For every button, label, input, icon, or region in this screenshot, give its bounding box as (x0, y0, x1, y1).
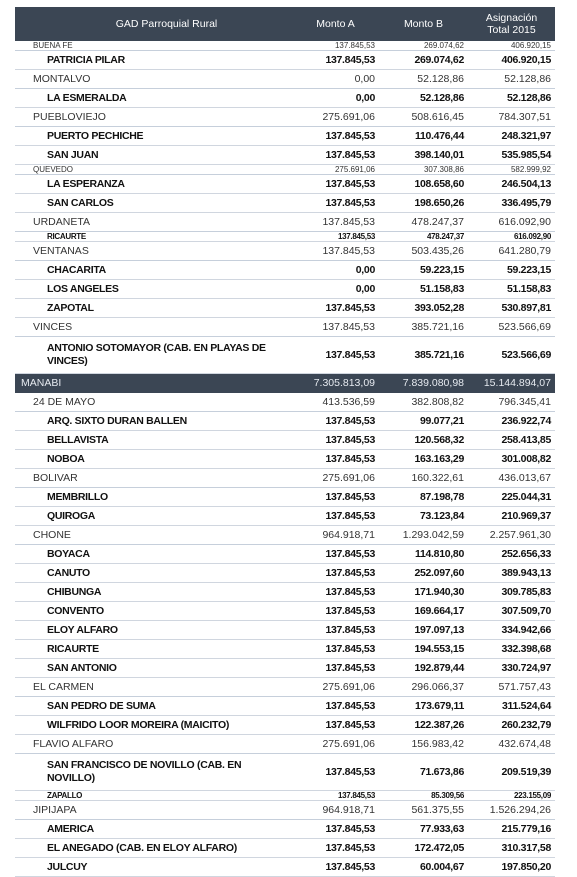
cell-monto-a: 413.536,59 (292, 393, 379, 412)
cell-monto-a: 137.845,53 (292, 716, 379, 735)
cell-monto-a: 964.918,71 (292, 801, 379, 820)
cell-monto-a: 137.845,53 (292, 545, 379, 564)
cell-monto-a: 137.845,53 (292, 450, 379, 469)
cell-monto-b: 156.983,42 (379, 735, 468, 754)
header-gad-parroquial: GAD Parroquial Rural (15, 7, 292, 41)
parroquia-row (15, 299, 555, 318)
cell-name: VINCES (15, 318, 292, 337)
cell-total: 641.280,79 (468, 242, 555, 261)
canton-row (15, 213, 555, 232)
cell-total: 336.495,79 (468, 194, 555, 213)
header-total-2015 (468, 7, 555, 41)
cell-name: NOBOA (15, 450, 292, 469)
cell-total: 571.757,43 (468, 678, 555, 697)
header-monto-b: Monto B (379, 7, 468, 41)
parroquia-row (15, 697, 555, 716)
cell-name: WILFRIDO LOOR MOREIRA (MAICITO) (15, 716, 292, 735)
cell-monto-a: 137.845,53 (292, 146, 379, 165)
cell-monto-a: 137.845,53 (292, 839, 379, 858)
cell-name: VENTANAS (15, 242, 292, 261)
parroquia-row (15, 89, 555, 108)
cell-name: CHONE (15, 526, 292, 545)
province-row (15, 374, 555, 393)
cell-name: LOS ANGELES (15, 280, 292, 299)
cell-monto-b: 110.476,44 (379, 127, 468, 146)
canton-row (15, 526, 555, 545)
parroquia-row (15, 51, 555, 70)
cell-name: ANTONIO SOTOMAYOR (CAB. EN PLAYAS DE VINCES) (15, 337, 292, 374)
cell-monto-a: 137.845,53 (292, 318, 379, 337)
cell-total: 616.092,90 (468, 232, 555, 242)
cell-total: 334.942,66 (468, 621, 555, 640)
header-row (15, 7, 555, 41)
parroquia-row (15, 431, 555, 450)
cell-total: 530.897,81 (468, 299, 555, 318)
cell-total: 215.779,16 (468, 820, 555, 839)
cell-monto-b: 85.309,56 (379, 791, 468, 801)
parroquia-row (15, 507, 555, 526)
cell-monto-b: 478.247,37 (379, 213, 468, 232)
cell-monto-a: 137.845,53 (292, 127, 379, 146)
cell-monto-b: 52.128,86 (379, 89, 468, 108)
parroquia-row (15, 545, 555, 564)
cell-monto-b: 198.650,26 (379, 194, 468, 213)
cell-name: MEMBRILLO (15, 488, 292, 507)
cell-total: 389.943,13 (468, 564, 555, 583)
canton-row (15, 678, 555, 697)
parroquia-row (15, 640, 555, 659)
parroquia-row (15, 858, 555, 877)
cell-total: 252.656,33 (468, 545, 555, 564)
cell-name: MANABI (15, 374, 292, 393)
cell-total: 197.850,20 (468, 858, 555, 877)
cell-monto-b: 73.123,84 (379, 507, 468, 526)
cell-monto-b: 77.933,63 (379, 820, 468, 839)
cell-name: EL CARMEN (15, 678, 292, 697)
parroquia-row (15, 146, 555, 165)
cell-name: QUEVEDO (15, 165, 292, 175)
cell-monto-b: 122.387,26 (379, 716, 468, 735)
cell-monto-b: 393.052,28 (379, 299, 468, 318)
cell-monto-b: 52.128,86 (379, 70, 468, 89)
cell-monto-a: 137.845,53 (292, 51, 379, 70)
parroquia-row (15, 194, 555, 213)
cell-name: SAN JUAN (15, 146, 292, 165)
cell-name: JIPIJAPA (15, 801, 292, 820)
cell-total: 616.092,90 (468, 213, 555, 232)
parroquia-row (15, 820, 555, 839)
cell-name: BOLIVAR (15, 469, 292, 488)
cell-monto-a: 137.845,53 (292, 583, 379, 602)
table-body (15, 41, 555, 877)
cell-monto-a: 137.845,53 (292, 820, 379, 839)
cell-monto-a: 275.691,06 (292, 735, 379, 754)
cell-total: 223.155,09 (468, 791, 555, 801)
cell-monto-a: 275.691,06 (292, 108, 379, 127)
cell-name: FLAVIO ALFARO (15, 735, 292, 754)
header-total-line2: Total 2015 (487, 24, 536, 36)
cell-name: JULCUY (15, 858, 292, 877)
cell-total: 246.504,13 (468, 175, 555, 194)
cell-monto-a: 964.918,71 (292, 526, 379, 545)
cell-monto-b: 108.658,60 (379, 175, 468, 194)
cell-name: ARQ. SIXTO DURAN BALLEN (15, 412, 292, 431)
canton-row (15, 108, 555, 127)
cell-monto-a: 137.845,53 (292, 337, 379, 374)
canton-row (15, 318, 555, 337)
cell-total: 209.519,39 (468, 754, 555, 791)
cell-monto-b: 561.375,55 (379, 801, 468, 820)
cell-monto-b: 503.435,26 (379, 242, 468, 261)
cell-monto-a: 137.845,53 (292, 659, 379, 678)
allocation-table-container (15, 7, 555, 877)
parroquia-row (15, 839, 555, 858)
cell-monto-a: 275.691,06 (292, 678, 379, 697)
cell-name: BELLAVISTA (15, 431, 292, 450)
canton-row (15, 41, 555, 51)
cell-monto-b: 59.223,15 (379, 261, 468, 280)
cell-monto-a: 137.845,53 (292, 488, 379, 507)
cell-monto-a: 137.845,53 (292, 640, 379, 659)
cell-name: 24 DE MAYO (15, 393, 292, 412)
cell-monto-b: 307.308,86 (379, 165, 468, 175)
parroquia-row (15, 659, 555, 678)
cell-monto-b: 1.293.042,59 (379, 526, 468, 545)
cell-total: 309.785,83 (468, 583, 555, 602)
canton-row (15, 70, 555, 89)
cell-name: ZAPOTAL (15, 299, 292, 318)
cell-total: 796.345,41 (468, 393, 555, 412)
parroquia-row (15, 337, 555, 374)
canton-row (15, 801, 555, 820)
cell-monto-b: 197.097,13 (379, 621, 468, 640)
cell-total: 236.922,74 (468, 412, 555, 431)
cell-total: 248.321,97 (468, 127, 555, 146)
table-header (15, 7, 555, 41)
cell-monto-b: 114.810,80 (379, 545, 468, 564)
cell-total: 535.985,54 (468, 146, 555, 165)
header-monto-a: Monto A (292, 7, 379, 41)
parroquia-row (15, 280, 555, 299)
cell-total: 432.674,48 (468, 735, 555, 754)
cell-monto-a: 137.845,53 (292, 507, 379, 526)
cell-monto-a: 0,00 (292, 280, 379, 299)
cell-name: PUEBLOVIEJO (15, 108, 292, 127)
cell-name: SAN PEDRO DE SUMA (15, 697, 292, 716)
cell-monto-b: 87.198,78 (379, 488, 468, 507)
parroquia-row (15, 450, 555, 469)
cell-total: 2.257.961,30 (468, 526, 555, 545)
cell-monto-b: 382.808,82 (379, 393, 468, 412)
parroquia-row (15, 791, 555, 801)
cell-monto-a: 137.845,53 (292, 858, 379, 877)
cell-name: BUENA FE (15, 41, 292, 51)
cell-monto-b: 171.940,30 (379, 583, 468, 602)
cell-name: MONTALVO (15, 70, 292, 89)
cell-total: 1.526.294,26 (468, 801, 555, 820)
cell-monto-b: 7.839.080,98 (379, 374, 468, 393)
parroquia-row (15, 488, 555, 507)
cell-monto-a: 0,00 (292, 70, 379, 89)
cell-name: CHACARITA (15, 261, 292, 280)
cell-total: 258.413,85 (468, 431, 555, 450)
cell-total: 784.307,51 (468, 108, 555, 127)
cell-total: 51.158,83 (468, 280, 555, 299)
cell-monto-b: 385.721,16 (379, 318, 468, 337)
cell-name: RICAURTE (15, 640, 292, 659)
cell-monto-a: 137.845,53 (292, 242, 379, 261)
cell-name: ZAPALLO (15, 791, 292, 801)
cell-name: SAN CARLOS (15, 194, 292, 213)
cell-name: URDANETA (15, 213, 292, 232)
cell-monto-b: 398.140,01 (379, 146, 468, 165)
cell-name: BOYACA (15, 545, 292, 564)
cell-total: 52.128,86 (468, 89, 555, 108)
cell-monto-a: 137.845,53 (292, 621, 379, 640)
cell-monto-a: 275.691,06 (292, 165, 379, 175)
cell-monto-b: 60.004,67 (379, 858, 468, 877)
cell-name: PUERTO PECHICHE (15, 127, 292, 146)
cell-total: 311.524,64 (468, 697, 555, 716)
cell-monto-a: 137.845,53 (292, 791, 379, 801)
cell-monto-a: 137.845,53 (292, 194, 379, 213)
cell-monto-b: 51.158,83 (379, 280, 468, 299)
cell-monto-a: 137.845,53 (292, 602, 379, 621)
cell-name: PATRICIA PILAR (15, 51, 292, 70)
canton-row (15, 469, 555, 488)
cell-total: 52.128,86 (468, 70, 555, 89)
cell-monto-b: 169.664,17 (379, 602, 468, 621)
canton-row (15, 393, 555, 412)
cell-total: 301.008,82 (468, 450, 555, 469)
cell-monto-a: 275.691,06 (292, 469, 379, 488)
parroquia-row (15, 175, 555, 194)
cell-total: 307.509,70 (468, 602, 555, 621)
cell-name: CONVENTO (15, 602, 292, 621)
cell-monto-b: 173.679,11 (379, 697, 468, 716)
cell-monto-b: 99.077,21 (379, 412, 468, 431)
cell-total: 15.144.894,07 (468, 374, 555, 393)
parroquia-row (15, 716, 555, 735)
cell-name: EL ANEGADO (CAB. EN ELOY ALFARO) (15, 839, 292, 858)
cell-total: 582.999,92 (468, 165, 555, 175)
cell-total: 210.969,37 (468, 507, 555, 526)
parroquia-row (15, 602, 555, 621)
parroquia-row (15, 412, 555, 431)
cell-name: CHIBUNGA (15, 583, 292, 602)
cell-monto-a: 137.845,53 (292, 175, 379, 194)
cell-monto-b: 71.673,86 (379, 754, 468, 791)
parroquia-row (15, 564, 555, 583)
cell-name: QUIROGA (15, 507, 292, 526)
cell-monto-a: 0,00 (292, 261, 379, 280)
cell-monto-b: 172.472,05 (379, 839, 468, 858)
cell-total: 260.232,79 (468, 716, 555, 735)
cell-monto-b: 269.074,62 (379, 51, 468, 70)
cell-monto-a: 137.845,53 (292, 412, 379, 431)
cell-total: 406.920,15 (468, 41, 555, 51)
cell-total: 225.044,31 (468, 488, 555, 507)
cell-monto-b: 160.322,61 (379, 469, 468, 488)
cell-total: 406.920,15 (468, 51, 555, 70)
parroquia-row (15, 127, 555, 146)
header-total-line1: Asignación (485, 12, 538, 24)
cell-total: 310.317,58 (468, 839, 555, 858)
cell-total: 59.223,15 (468, 261, 555, 280)
cell-monto-b: 192.879,44 (379, 659, 468, 678)
cell-name: CANUTO (15, 564, 292, 583)
cell-monto-b: 269.074,62 (379, 41, 468, 51)
cell-monto-a: 137.845,53 (292, 754, 379, 791)
canton-row (15, 242, 555, 261)
parroquia-row (15, 583, 555, 602)
parroquia-row (15, 754, 555, 791)
cell-monto-b: 296.066,37 (379, 678, 468, 697)
cell-total: 523.566,69 (468, 337, 555, 374)
cell-total: 436.013,67 (468, 469, 555, 488)
parroquia-row (15, 621, 555, 640)
cell-name: RICAURTE (15, 232, 292, 242)
cell-monto-a: 137.845,53 (292, 299, 379, 318)
cell-monto-b: 120.568,32 (379, 431, 468, 450)
cell-monto-a: 137.845,53 (292, 232, 379, 242)
cell-name: LA ESPERANZA (15, 175, 292, 194)
cell-monto-b: 385.721,16 (379, 337, 468, 374)
cell-monto-b: 163.163,29 (379, 450, 468, 469)
parroquia-row (15, 261, 555, 280)
cell-monto-b: 252.097,60 (379, 564, 468, 583)
canton-row (15, 735, 555, 754)
cell-monto-b: 478.247,37 (379, 232, 468, 242)
cell-name: LA ESMERALDA (15, 89, 292, 108)
cell-name: AMERICA (15, 820, 292, 839)
cell-name: SAN ANTONIO (15, 659, 292, 678)
cell-monto-b: 508.616,45 (379, 108, 468, 127)
cell-monto-a: 137.845,53 (292, 41, 379, 51)
cell-name: SAN FRANCISCO DE NOVILLO (CAB. EN NOVILLO) (15, 754, 292, 791)
cell-monto-a: 137.845,53 (292, 697, 379, 716)
cell-monto-a: 0,00 (292, 89, 379, 108)
cell-total: 330.724,97 (468, 659, 555, 678)
cell-total: 332.398,68 (468, 640, 555, 659)
canton-row (15, 165, 555, 175)
cell-total: 523.566,69 (468, 318, 555, 337)
allocation-table (15, 7, 555, 877)
cell-monto-a: 7.305.813,09 (292, 374, 379, 393)
cell-monto-a: 137.845,53 (292, 431, 379, 450)
cell-monto-a: 137.845,53 (292, 564, 379, 583)
cell-name: ELOY ALFARO (15, 621, 292, 640)
cell-monto-b: 194.553,15 (379, 640, 468, 659)
cell-monto-a: 137.845,53 (292, 213, 379, 232)
parroquia-row (15, 232, 555, 242)
